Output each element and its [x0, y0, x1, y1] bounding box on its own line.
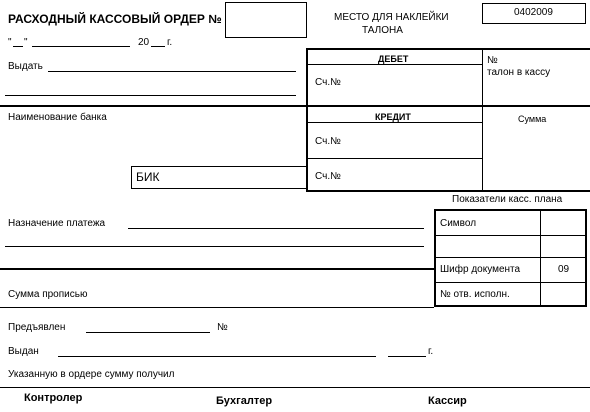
debit-label: ДЕБЕТ — [378, 54, 409, 64]
executor-label: № отв. исполн. — [440, 289, 510, 300]
purpose-section-divider — [0, 268, 434, 270]
stub-place-line1: МЕСТО ДЛЯ НАКЛЕЙКИ — [334, 12, 449, 23]
ticket-row-line — [482, 106, 590, 107]
stub-place-line2: ТАЛОНА — [362, 25, 403, 36]
issued-year-suffix: г. — [428, 346, 434, 357]
doc-code-value: 09 — [558, 264, 570, 275]
bank-name-label: Наименование банка — [8, 112, 107, 123]
doc-code-label: Шифр документа — [440, 264, 521, 275]
order-number-box[interactable] — [225, 2, 307, 38]
sum-label: Сумма — [518, 114, 547, 124]
date-day-line[interactable] — [13, 46, 23, 47]
purpose-line-1[interactable] — [128, 228, 424, 229]
issue-line-2[interactable] — [5, 95, 296, 96]
ledger-bottom-border — [306, 190, 590, 192]
document-title: РАСХОДНЫЙ КАССОВЫЙ ОРДЕР № — [8, 12, 222, 26]
credit-account-label-1: Сч.№ — [315, 136, 341, 147]
date-quote-close: " — [24, 37, 28, 48]
symbol-label: Символ — [440, 218, 477, 229]
bik-label: БИК — [136, 170, 160, 184]
cash-plan-row-3 — [435, 282, 586, 283]
accountant-signature-label: Бухгалтер — [216, 395, 273, 407]
received-line[interactable] — [0, 387, 590, 388]
date-year-prefix: 20 — [138, 37, 150, 48]
purpose-label: Назначение платежа — [8, 218, 106, 229]
controller-signature-label: Контролер — [24, 392, 83, 404]
presented-line[interactable] — [86, 332, 210, 333]
date-month-line[interactable] — [32, 46, 130, 47]
presented-label: Предъявлен — [8, 322, 66, 333]
issue-label: Выдать — [8, 61, 43, 72]
ticket-to-cashier-label: талон в кассу — [487, 67, 551, 78]
issued-year-line[interactable] — [388, 356, 426, 357]
debit-account-label: Сч.№ — [315, 77, 341, 88]
issued-label: Выдан — [8, 346, 39, 357]
issue-line-1[interactable] — [48, 71, 296, 72]
ledger-top-border — [306, 48, 590, 50]
amount-words-label: Сумма прописью — [8, 289, 88, 300]
issued-line[interactable] — [58, 356, 376, 357]
cash-plan-caption: Показатели касс. плана — [452, 194, 563, 205]
ledger-left-border — [306, 48, 308, 191]
received-label: Указанную в ордере сумму получил — [8, 369, 175, 380]
ticket-number-label: № — [487, 55, 498, 66]
cashier-signature-label: Кассир — [428, 395, 467, 407]
date-year-line[interactable] — [151, 46, 165, 47]
form-code: 0402009 — [514, 7, 553, 18]
credit-account-label-2: Сч.№ — [315, 171, 341, 182]
ledger-divider-1 — [482, 48, 483, 191]
purpose-line-2[interactable] — [5, 246, 424, 247]
cash-plan-row-1 — [435, 235, 586, 236]
date-year-suffix: г. — [167, 37, 173, 48]
credit-label: КРЕДИТ — [375, 112, 411, 122]
presented-number-sign: № — [217, 322, 228, 333]
credit-row-line — [306, 158, 482, 159]
date-quote-open: " — [8, 37, 12, 48]
amount-words-line — [0, 307, 434, 308]
cash-plan-row-2 — [435, 257, 586, 258]
cash-plan-col-divider — [540, 210, 541, 306]
